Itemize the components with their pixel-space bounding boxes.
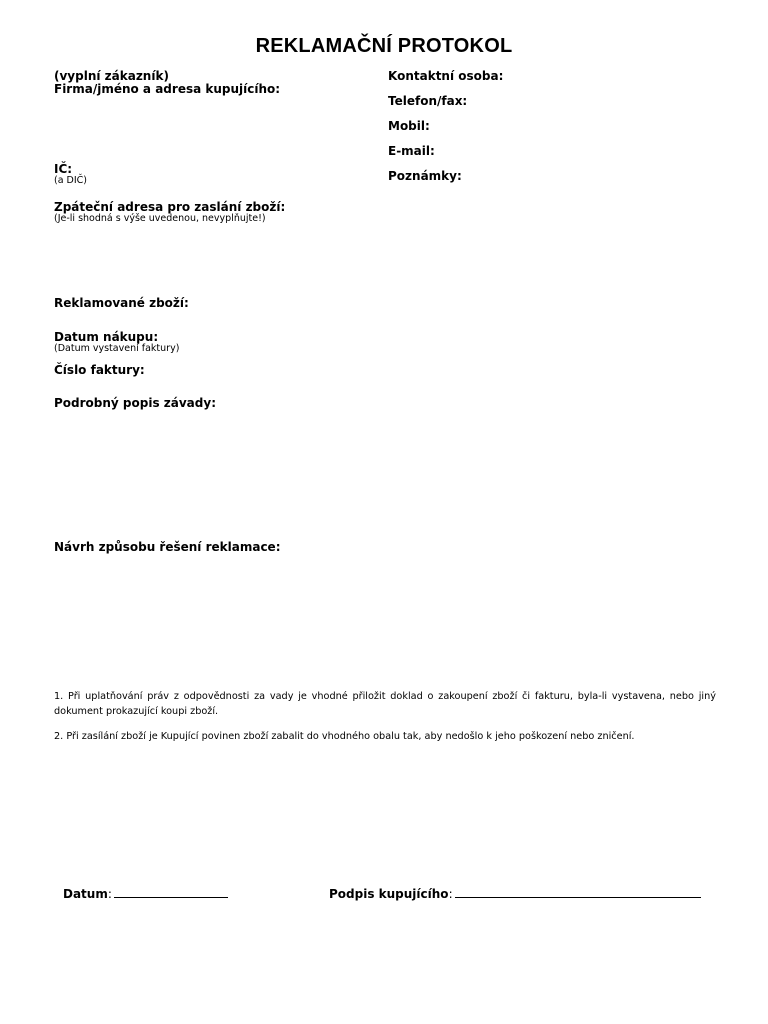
date-label: Datum [63,887,108,901]
purchase-date-label: Datum nákupu: [54,330,159,344]
purchase-date-note: (Datum vystavení faktury) [54,343,180,354]
buyer-name-address-label: Firma/jméno a adresa kupujícího: [54,82,281,96]
signature-colon: : [448,887,453,901]
ic-label: IČ: [54,162,73,176]
claimed-goods-label: Reklamované zboží: [54,296,189,310]
return-address-note: (Je-li shodná s výše uvedenou, nevyplňujte!) [54,213,266,224]
date-line[interactable] [114,887,228,898]
buyer-signature-line[interactable] [455,887,701,898]
page-title: REKLAMAČNÍ PROTOKOL [255,35,513,57]
note-1: 1. Při uplatňování práv z odpovědnosti za vady je vhodné přiložit doklad o zakoupení zboží či fakturu, byla-li vystavena, nebo jiný dokument prokazující koupi zboží. [54,691,716,717]
invoice-number-label: Číslo faktury: [54,363,145,377]
date-field[interactable] [63,887,228,901]
defect-description-label: Podrobný popis závady: [54,396,216,410]
buyer-signature-field[interactable] [329,887,701,901]
notes-label: Poznámky: [388,169,462,183]
contact-person-label: Kontaktní osoba: [388,69,504,83]
return-address-label: Zpáteční adresa pro zaslání zboží: [54,200,286,214]
buyer-signature-label: Podpis kupujícího [329,887,449,901]
phone-fax-label: Telefon/fax: [388,94,468,108]
email-label: E-mail: [388,144,435,158]
note-2: 2. Při zasílání zboží je Kupující povinen zboží zabalit do vhodného obalu tak, aby nedošlo k jeho poškození nebo zničení. [54,731,635,742]
dic-note: (a DIČ) [54,175,88,186]
mobile-label: Mobil: [388,119,430,133]
date-colon: : [107,887,112,901]
customer-fill-note: (vyplní zákazník) [54,69,169,83]
resolution-proposal-label: Návrh způsobu řešení reklamace: [54,540,281,554]
